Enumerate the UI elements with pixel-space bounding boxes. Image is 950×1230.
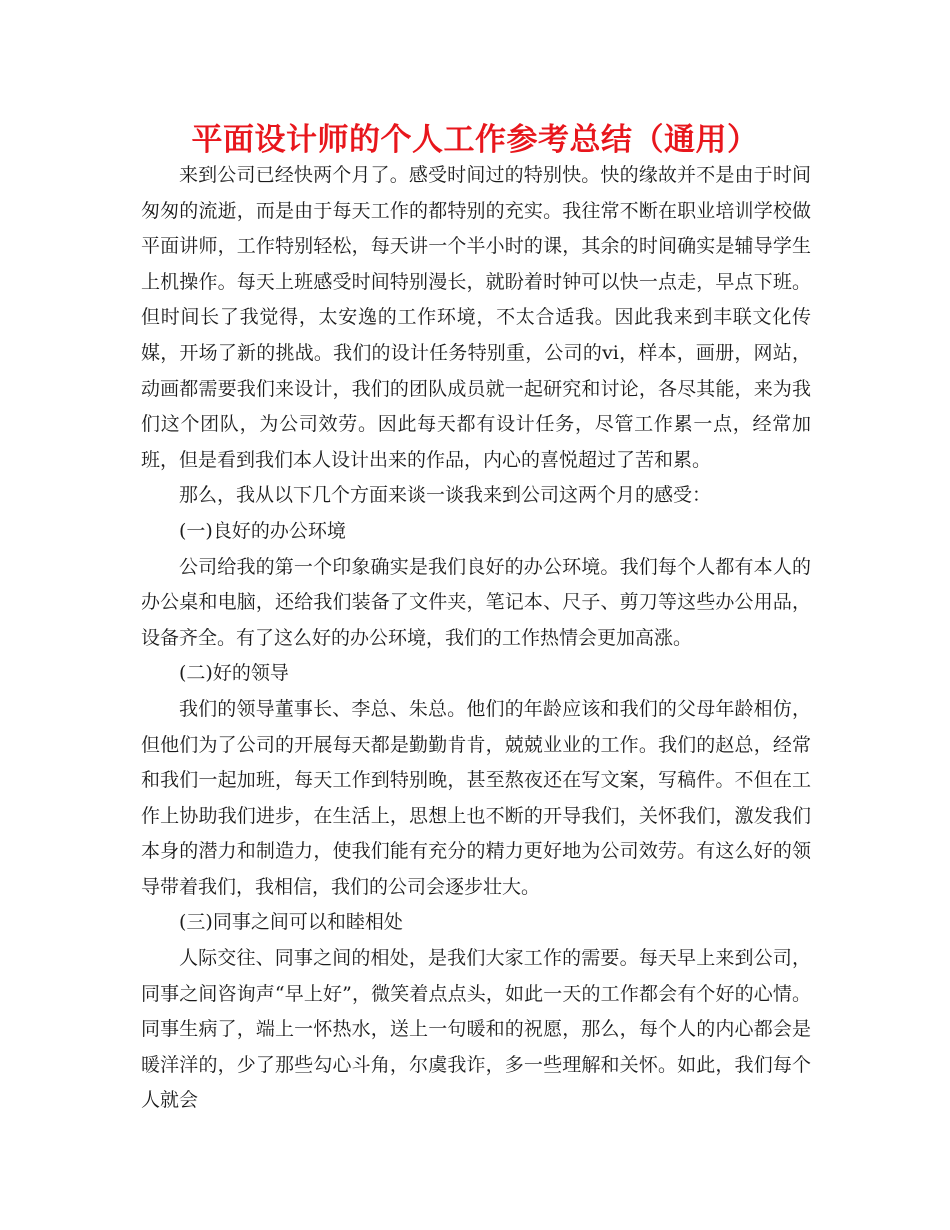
colleagues-paragraph: 人际交往、同事之间的相处，是我们大家工作的需要。每天早上来到公司，同事之间咨询声“早上好”，微笑着点点头，如此一天的工作都会有个好的心情。同事生病了，端上一怀热水，送上一句暖和的祝愿，那么，每个人的内心都会是暖洋洋的，少了那些勾心斗角，尔虞我诈，多一些理解和关怀。如此，我们每个人就会 [141,947,811,1112]
document-title: 平面设计师的个人工作参考总结（通用） [191,122,759,158]
section-heading-leaders: (二)好的领导 [179,662,289,685]
overview-paragraph: 那么，我从以下几个方面来谈一谈我来到公司这两个月的感受： [179,484,712,507]
section-heading-office: (一)良好的办公环境 [179,519,346,542]
intro-paragraph: 来到公司已经快两个月了。感受时间过的特别快。快的缘故并不是由于时间匆匆的流逝，而是由于每天工作的都特别的充实。我往常不断在职业培训学校做平面讲师，工作特别轻松，每天讲一个半小时的课，其余的时间确实是辅导学生上机操作。每天上班感受时间特别漫长，就盼着时钟可以快一点走，早点下班。但时间长了我觉得，太安逸的工作环境，不太合适我。因此我来到丰联文化传媒，开场了新的挑战。我们的设计任务特别重，公司的vi，样本，画册，网站，动画都需要我们来设计，我们的团队成员就一起研究和讨论，各尽其能，来为我们这个团队，为公司效劳。因此每天都有设计任务，尽管工作累一点，经常加班，但是看到我们本人设计出来的作品，内心的喜悦超过了苦和累。 [141,164,811,471]
document-body [141,158,811,1119]
leaders-paragraph: 我们的领导董事长、李总、朱总。他们的年龄应该和我们的父母年龄相仿，但他们为了公司的开展每天都是勤勤肯肯，兢兢业业的工作。我们的赵总，经常和我们一起加班，每天工作到特别晚，甚至熬夜还在写文案，写稿件。不但在工作上协助我们进步，在生活上，思想上也不断的开导我们，关怀我们，激发我们本身的潜力和制造力，使我们能有充分的精力更好地为公司效劳。有这么好的领导带着我们，我相信，我们的公司会逐步壮大。 [141,697,811,898]
office-paragraph: 公司给我的第一个印象确实是我们良好的办公环境。我们每个人都有本人的办公桌和电脑，还给我们装备了文件夹，笔记本、尺子、剪刀等这些办公用品，设备齐全。有了这么好的办公环境，我们的工作热情会更加高涨。 [141,555,811,649]
section-heading-colleagues: (三)同事之间可以和睦相处 [179,911,403,934]
